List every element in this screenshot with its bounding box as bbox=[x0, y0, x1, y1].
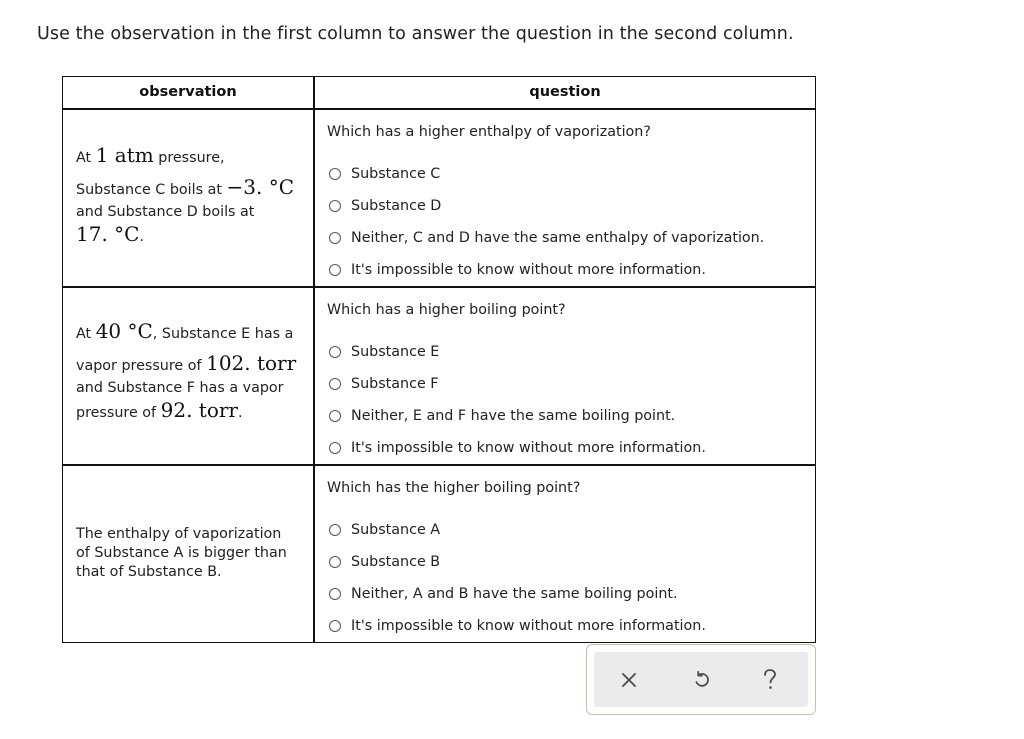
column-divider bbox=[313, 77, 315, 642]
observation-cell-1: At 1 atm pressure, Substance C boils at −3. °C and Substance D boils at 17. °C. bbox=[76, 143, 294, 246]
radio-button[interactable] bbox=[329, 556, 341, 568]
option-label: Substance A bbox=[351, 522, 441, 538]
question-text-2: Which has a higher boiling point? bbox=[327, 302, 566, 318]
option-label: It's impossible to know without more information. bbox=[351, 262, 706, 278]
radio-button[interactable] bbox=[329, 378, 341, 390]
undo-button[interactable] bbox=[684, 662, 720, 698]
radio-option[interactable] bbox=[329, 616, 706, 636]
option-label: Substance E bbox=[351, 344, 440, 360]
radio-button[interactable] bbox=[329, 264, 341, 276]
clear-button[interactable] bbox=[611, 662, 647, 698]
radio-button[interactable] bbox=[329, 442, 341, 454]
option-label: Neither, C and D have the same enthalpy of vaporization. bbox=[351, 230, 765, 246]
option-label: It's impossible to know without more information. bbox=[351, 440, 706, 456]
radio-button[interactable] bbox=[329, 346, 341, 358]
radio-option[interactable] bbox=[329, 406, 675, 426]
radio-button[interactable] bbox=[329, 200, 341, 212]
option-label: It's impossible to know without more information. bbox=[351, 618, 706, 634]
radio-button[interactable] bbox=[329, 168, 341, 180]
radio-option[interactable] bbox=[329, 520, 440, 540]
radio-option[interactable] bbox=[329, 438, 706, 458]
radio-button[interactable] bbox=[329, 410, 341, 422]
radio-option[interactable] bbox=[329, 584, 678, 604]
radio-button[interactable] bbox=[329, 232, 341, 244]
option-label: Substance C bbox=[351, 166, 441, 182]
option-label: Substance D bbox=[351, 198, 442, 214]
help-icon bbox=[761, 668, 779, 692]
radio-button[interactable] bbox=[329, 620, 341, 632]
option-label: Neither, A and B have the same boiling point. bbox=[351, 586, 678, 602]
radio-option[interactable] bbox=[329, 374, 439, 394]
radio-option[interactable] bbox=[329, 260, 706, 280]
question-text-1: Which has a higher enthalpy of vaporization? bbox=[327, 124, 651, 140]
radio-option[interactable] bbox=[329, 552, 440, 572]
close-icon bbox=[620, 671, 638, 689]
radio-option[interactable] bbox=[329, 196, 441, 216]
radio-button[interactable] bbox=[329, 588, 341, 600]
observation-cell-2: At 40 °C, Substance E has a vapor pressure of 102. torr and Substance F has a vapor pressure of 92. torr. bbox=[76, 319, 297, 422]
help-button[interactable] bbox=[752, 662, 788, 698]
observation-cell-3: The enthalpy of vaporization of Substance A is bigger than that of Substance B. bbox=[76, 526, 287, 580]
radio-option[interactable] bbox=[329, 342, 439, 362]
toolbar-panel bbox=[594, 652, 808, 707]
header-observation: observation bbox=[139, 84, 237, 100]
instruction-text: Use the observation in the first column to answer the question in the second column. bbox=[37, 24, 794, 44]
header-question: question bbox=[529, 84, 601, 100]
answer-toolbar bbox=[586, 644, 816, 715]
radio-button[interactable] bbox=[329, 524, 341, 536]
row-divider bbox=[63, 464, 815, 466]
option-label: Substance B bbox=[351, 554, 441, 570]
question-text-3: Which has the higher boiling point? bbox=[327, 480, 581, 496]
undo-icon bbox=[692, 670, 712, 690]
radio-option[interactable] bbox=[329, 228, 764, 248]
option-label: Substance F bbox=[351, 376, 439, 392]
option-label: Neither, E and F have the same boiling point. bbox=[351, 408, 676, 424]
row-divider bbox=[63, 286, 815, 288]
observation-question-table bbox=[62, 76, 816, 643]
radio-option[interactable] bbox=[329, 164, 440, 184]
